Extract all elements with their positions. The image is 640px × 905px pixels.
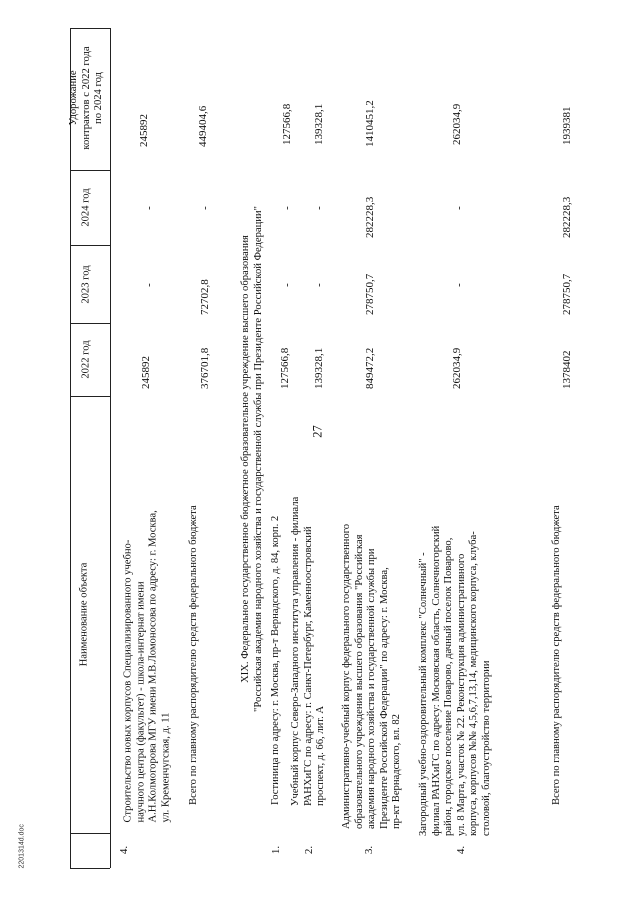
value-2023: -: [143, 283, 155, 287]
page-number: 27: [310, 425, 325, 438]
value-cost-rise: 1410451,2: [364, 100, 376, 147]
footer-code: 2201314d.doc: [18, 824, 26, 869]
value-2024: 282228,3: [364, 196, 376, 238]
value-2023: 278750,7: [561, 273, 573, 315]
value-cost-rise: 139328,1: [313, 103, 325, 145]
value-2024: -: [281, 206, 293, 210]
row-name: Всего по главному распорядителю средств федерального бюджета: [551, 505, 562, 805]
value-2022: 245892: [140, 356, 152, 389]
header-name: Наименование объекта: [78, 562, 90, 667]
value-2023: -: [281, 283, 293, 287]
row-name: Гостиница по адресу: г. Москва, пр-т Вернадского, д. 84, корп. 2: [270, 515, 281, 805]
value-2022: 262034,9: [451, 347, 463, 389]
header-sep-4: [70, 396, 110, 397]
value-2024: 282228,3: [561, 196, 573, 238]
value-cost-rise: 449404,6: [197, 105, 209, 147]
row-number: 4.: [118, 845, 130, 855]
header-2022: 2022 год: [80, 340, 92, 379]
header-sep-5: [70, 833, 110, 834]
header-cost-rise: Удорожание контрактов с 2022 года по 2024 год: [68, 46, 105, 150]
value-cost-rise: 127566,8: [281, 103, 293, 145]
row-name: Учебный корпус Северо-Западного института управления - филиала РАНХиГС по адресу: г. Санкт-Петербург, Каменноостровский проспект, д. 66, лит. А: [290, 496, 327, 806]
value-2022: 849472,2: [364, 347, 376, 389]
row-number: 4.: [455, 845, 467, 855]
value-2022: 139328,1: [313, 347, 325, 389]
row-name: Строительство новых корпусов Специализированного учебно- научного центра (факультет) - школа-интернат имени А.Н.Колмогорова МГУ имени М.В.Ломоносова по адресу: г. Москва, ул. Кременчугская, д. 11: [122, 510, 172, 823]
value-2022: 127566,8: [279, 347, 291, 389]
value-2024: -: [313, 206, 325, 210]
row-name: Административно-учебный корпус федерального государственного образовательного учреждения высшего образования "Российская академия народного хозяйства и государственной службы при Президенте Российской Федерации" по адресу: г. Москва, пр-кт Вернадского, вл. 82: [341, 523, 403, 829]
value-2024: -: [199, 206, 211, 210]
value-2023: -: [453, 283, 465, 287]
header-2024: 2024 год: [80, 188, 92, 227]
value-cost-rise: 262034,9: [451, 103, 463, 145]
value-2023: 278750,7: [364, 273, 376, 315]
value-cost-rise: 1939381: [561, 106, 573, 145]
row-number: 3.: [363, 845, 375, 855]
value-2023: -: [313, 283, 325, 287]
row-number: 2.: [303, 845, 315, 855]
row-name: Загородный учебно-оздоровительный комплекс "Солнечный" - филиал РАНХиГС по адресу: Московская область, Солнечногорский район, городское поселение Поварово, дачный поселок Поварово, ул. 8 Марта, участок № 22. Реконструкция административного корпуса, корпусов №№ 4,5,6,7,13,14, медицинского корпуса, клуба- столовой, благоустройство территории: [418, 525, 492, 836]
header-2023: 2023 год: [80, 265, 92, 304]
row-number: 1.: [270, 845, 282, 855]
section-title: XIX. Федеральное государственное бюджетное образовательное учреждение высшего образования "Российская академия народного хозяйства и государственной службы при Президенте Российской Федерации": [240, 206, 264, 712]
header-sep-2: [70, 245, 110, 246]
value-2022: 376701,8: [199, 347, 211, 389]
header-border-bottom: [70, 868, 110, 869]
row-name: Всего по главному распорядителю средств федерального бюджета: [188, 505, 199, 805]
value-2024: -: [453, 206, 465, 210]
value-2024: -: [143, 206, 155, 210]
value-cost-rise: 245892: [138, 114, 150, 147]
value-2022: 1378402: [561, 350, 573, 389]
header-border-left: [110, 28, 111, 868]
value-2023: 72702,8: [199, 279, 211, 315]
